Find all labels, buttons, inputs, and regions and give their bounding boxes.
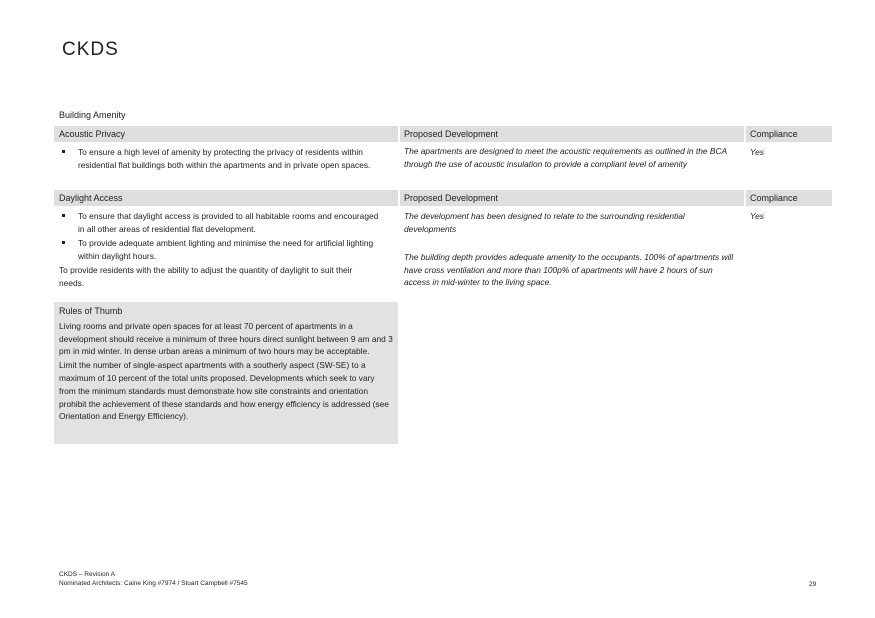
acoustic-compliance-header-bar	[746, 126, 832, 142]
footer	[59, 571, 248, 588]
rules-of-thumb-box	[54, 302, 398, 444]
acoustic-proposed-text: The apartments are designed to meet the acoustic requirements as outlined in the BCA through the use of acoustic insulation to provide a compliant level of amenity	[404, 146, 727, 169]
daylight-header-bar	[54, 190, 398, 206]
daylight-compliance-header: Compliance	[750, 193, 798, 203]
page-number: 29	[809, 581, 817, 588]
daylight-proposed-header-bar	[400, 190, 744, 206]
daylight-proposed-text-2: The building depth provides adequate amenity to the occupants. 100% of apartments will have cross ventilation and more than 100p% of apartments will have 2 hours of sun access in mid-winter to the living space.	[404, 252, 734, 287]
daylight-proposed-header: Proposed Development	[404, 193, 499, 203]
rules-paragraph: Living rooms and private open spaces for at least 70 percent of apartments in a development should receive a minimum of three hours direct sunlight between 9 am and 3 pm in mid winter. In dense urban areas a minimum of two hours may be acceptable.	[59, 320, 393, 357]
acoustic-proposed-header: Proposed Development	[404, 129, 499, 139]
footer-architects: Nominated Architects: Caine King #7974 / Stuart Campbell #7545	[59, 579, 248, 587]
daylight-proposed-text-1: The development has been designed to relate to the surrounding residential developments	[404, 211, 685, 234]
acoustic-bullet: To ensure a high level of amenity by protecting the privacy of residents within residential flat buildings both within the apartments and in private open spaces.	[59, 146, 391, 171]
section-title: Building Amenity	[59, 110, 126, 120]
rules-title: Rules of Thumb	[59, 306, 123, 316]
daylight-compliance-header-bar	[746, 190, 832, 206]
daylight-extra-objective: To provide residents with the ability to adjust the quantity of daylight to suit their needs.	[59, 265, 353, 288]
daylight-compliance-value: Yes	[750, 211, 764, 221]
acoustic-header: Acoustic Privacy	[59, 129, 126, 139]
daylight-bullet: To ensure that daylight access is provided to all habitable rooms and encouraged in all other areas of residential flat development.	[59, 210, 379, 235]
daylight-header: Daylight Access	[59, 193, 123, 203]
acoustic-compliance-value: Yes	[750, 147, 764, 157]
acoustic-proposed-header-bar	[400, 126, 744, 142]
daylight-bullet: To provide adequate ambient lighting and minimise the need for artificial lighting within daylight hours.	[59, 237, 379, 262]
acoustic-objectives	[59, 146, 391, 173]
acoustic-compliance-header: Compliance	[750, 129, 798, 139]
svg-text:CKDS: CKDS	[62, 39, 119, 60]
rules-paragraph: Limit the number of single-aspect apartments with a southerly aspect (SW-SE) to a maximum of 10 percent of the total units proposed. Developments which seek to vary from the minimum standards must demonstrate how site constraints and orientation prohibit the achievement of these standards and how energy efficiency is addressed (see Orientation and Energy Efficiency).	[59, 360, 389, 422]
footer-revision: CKDS – Revision A	[59, 571, 115, 578]
acoustic-header-bar	[54, 126, 398, 142]
ckds-logo	[62, 36, 128, 66]
daylight-objectives	[59, 210, 379, 289]
